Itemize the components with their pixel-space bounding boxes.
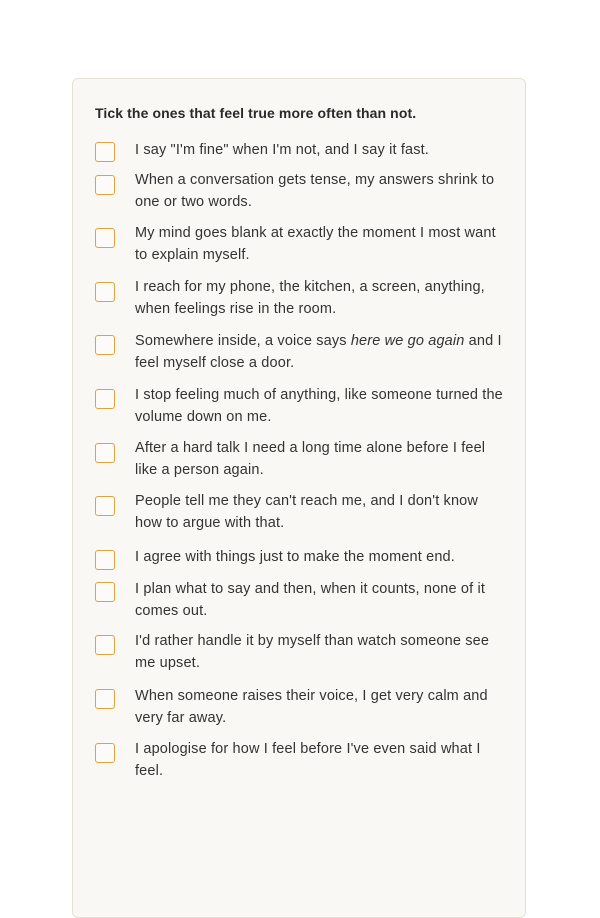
checkbox[interactable] (95, 496, 115, 516)
checklist-item-label[interactable]: When a conversation gets tense, my answers shrink to one or two words. (135, 172, 495, 210)
checklist-item-label[interactable]: When someone raises their voice, I get very calm and very far away. (135, 688, 488, 726)
label-emphasis: here we go again (350, 333, 465, 349)
checklist-item-label[interactable]: I'd rather handle it by myself than watch someone see me upset. (135, 633, 490, 671)
checkbox[interactable] (95, 175, 115, 195)
checklist-item-label[interactable]: I stop feeling much of anything, like someone turned the volume down on me. (135, 387, 503, 425)
checkbox[interactable] (95, 282, 115, 302)
checkbox[interactable] (95, 443, 115, 463)
checkbox[interactable] (95, 550, 115, 570)
label-text: and I feel myself close a door. (135, 333, 502, 371)
checkbox[interactable] (95, 635, 115, 655)
checklist-card (72, 78, 526, 918)
checklist-prompt: Tick the ones that feel true more often than not. (95, 105, 417, 121)
checklist-item-label[interactable]: I agree with things just to make the moment end. (135, 549, 455, 565)
checkbox[interactable] (95, 389, 115, 409)
checklist-item-label[interactable] (135, 331, 507, 374)
checkbox[interactable] (95, 689, 115, 709)
checkbox[interactable] (95, 335, 115, 355)
label-text: Somewhere inside, a voice says (135, 333, 351, 349)
checkbox[interactable] (95, 228, 115, 248)
checklist-item-label[interactable]: After a hard talk I need a long time alone before I feel like a person again. (135, 440, 486, 478)
checkbox[interactable] (95, 582, 115, 602)
checklist-item-label[interactable]: I say "I'm fine" when I'm not, and I say it fast. (135, 142, 429, 158)
checkbox[interactable] (95, 743, 115, 763)
checklist-item-label[interactable]: I apologise for how I feel before I've even said what I feel. (135, 741, 481, 779)
checklist-item-label[interactable]: My mind goes blank at exactly the moment I most want to explain myself. (135, 225, 496, 263)
checklist-item-label[interactable]: I plan what to say and then, when it counts, none of it comes out. (135, 581, 486, 619)
checklist-item-label[interactable]: People tell me they can't reach me, and I don't know how to argue with that. (135, 493, 478, 531)
checklist-item-label[interactable]: I reach for my phone, the kitchen, a screen, anything, when feelings rise in the room. (135, 279, 485, 317)
checkbox[interactable] (95, 142, 115, 162)
